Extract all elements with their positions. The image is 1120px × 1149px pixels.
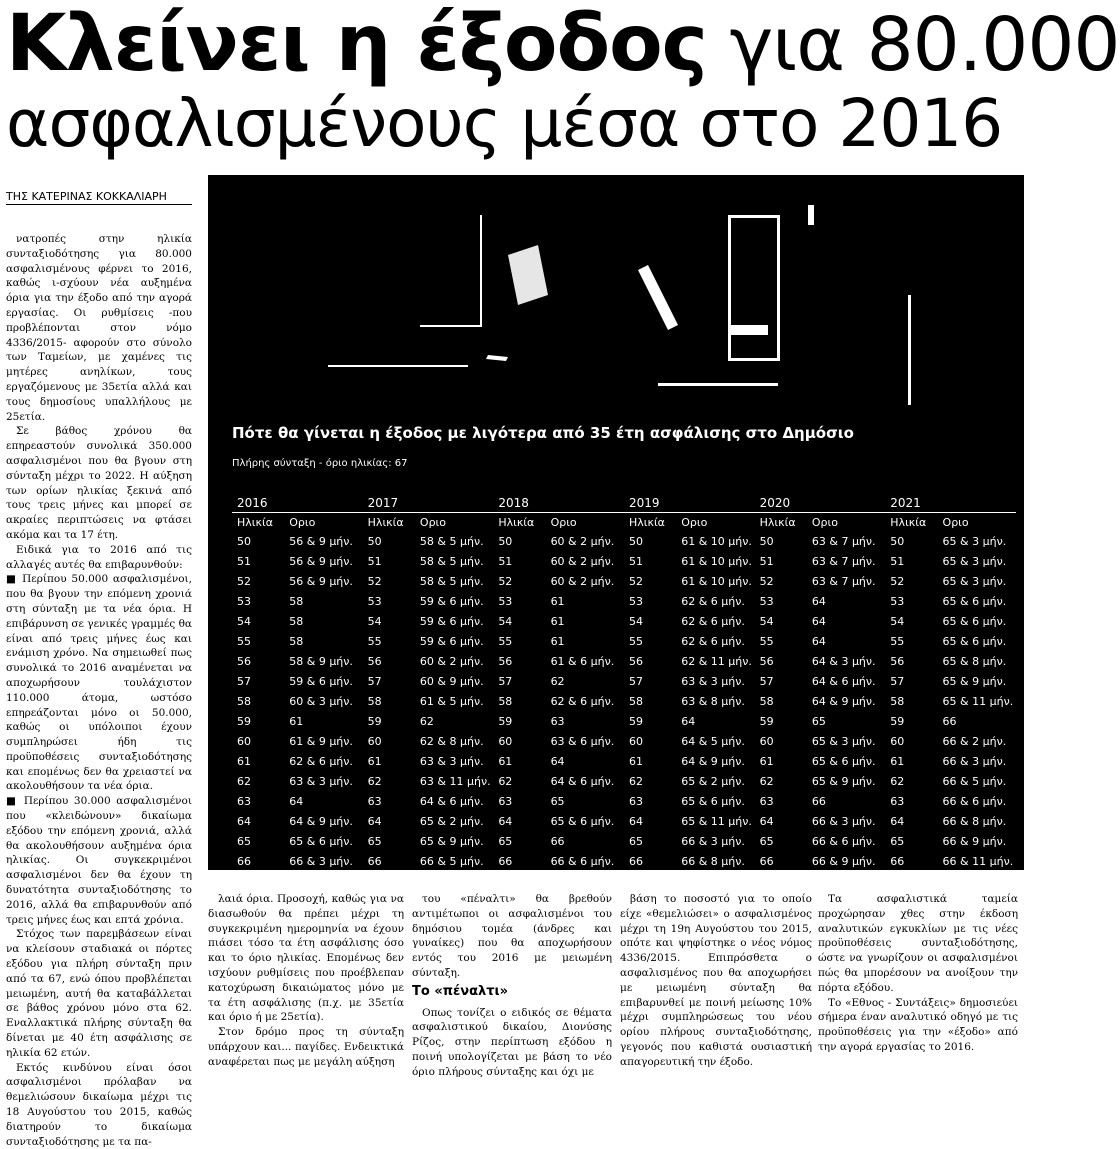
age-cell: 64 xyxy=(628,814,643,828)
table-row xyxy=(232,771,1016,791)
table-row xyxy=(232,571,1016,591)
limit-cell: 65 & 11 μήν. xyxy=(681,814,752,828)
limit-cell: 62 & 6 μήν. xyxy=(681,634,745,648)
paragraph: βάση το ποσοστό για το οποίο είχε «θεμελιώσει» ο ασφαλισμένος μέχρι τη 19η Αυγούστου του 2015, οπότε και ψηφίστηκε ο νέος νόμος 4336/2015. Επιπρόσθετα ο ασφαλισμένος που θα αποχωρήσει με μειωμένη σύνταξη θα επιβαρυνθεί με ποινή μείωσης 10% μέχρι συμπληρώσεως του νέου ορίου πλήρους συνταξιοδότησης, γεγονός που καθιστά ουσιαστική απαγορευτική την έξοδο. xyxy=(620,893,812,1068)
paragraph: Σε βάθος χρόνου θα επηρεαστούν συνολικά 350.000 ασφαλισμένοι που θα βγουν στη σύνταξη μέχρι το 2022. Η αύξηση των ορίων ηλικίας ξεκινά από τους τρεις μήνες και μπορεί σε ακραίες περιπτώσεις να φτάσει ακόμα και τα 17 έτη. xyxy=(6,425,192,541)
age-cell: 59 xyxy=(890,714,905,728)
age-cell: 63 xyxy=(890,794,905,808)
age-cell: 63 xyxy=(628,794,643,808)
table-row xyxy=(232,611,1016,631)
year-header: 2020 xyxy=(755,494,886,513)
limit-cell: 61 xyxy=(550,614,565,628)
age-cell: 61 xyxy=(759,754,774,768)
headline-line2: ασφαλισμένους μέσα στο 2016 xyxy=(6,85,1003,162)
age-cell: 59 xyxy=(367,714,382,728)
age-cell: 54 xyxy=(890,614,905,628)
age-cell: 61 xyxy=(498,754,513,768)
age-cell: 54 xyxy=(628,614,643,628)
limit-cell: 65 & 8 μήν. xyxy=(942,654,1007,668)
column-header-age: Ηλικία xyxy=(237,515,273,529)
limit-cell: 65 & 3 μήν. xyxy=(942,534,1007,548)
age-cell: 66 xyxy=(498,854,513,868)
limit-cell: 65 xyxy=(550,794,565,808)
limit-cell: 65 & 6 μήν. xyxy=(942,614,1007,628)
age-cell: 63 xyxy=(498,794,513,808)
age-cell: 63 xyxy=(237,794,251,808)
age-cell: 52 xyxy=(498,574,513,588)
table-row xyxy=(232,591,1016,611)
limit-cell: 63 & 7 μήν. xyxy=(811,574,876,588)
age-cell: 52 xyxy=(237,574,251,588)
age-cell: 63 xyxy=(759,794,774,808)
column-header-age: Ηλικία xyxy=(759,515,796,529)
column-header-limit: Οριο xyxy=(681,515,708,529)
age-cell: 57 xyxy=(759,674,774,688)
age-cell: 57 xyxy=(628,674,643,688)
limit-cell: 66 & 8 μήν. xyxy=(942,814,1007,828)
age-cell: 66 xyxy=(759,854,774,868)
paragraph: Στον δρόμο προς τη σύνταξη υπάρχουν και... παγίδες. Ενδεικτικά αναφέρεται πως με μεγάλη αύξηση xyxy=(208,1026,404,1068)
limit-cell: 62 & 11 μήν. xyxy=(681,654,752,668)
article-column-3 xyxy=(208,892,404,1080)
limit-cell: 61 & 9 μήν. xyxy=(289,734,353,748)
limit-cell: 59 & 6 μήν. xyxy=(289,674,353,688)
age-cell: 55 xyxy=(237,634,251,648)
limit-cell: 65 & 3 μήν. xyxy=(811,734,876,748)
limit-cell: 65 & 6 μήν. xyxy=(942,634,1007,648)
limit-cell: 61 & 5 μήν. xyxy=(419,694,484,708)
limit-cell: 58 xyxy=(289,614,304,628)
limit-cell: 60 & 9 μήν. xyxy=(419,674,484,688)
age-cell: 64 xyxy=(498,814,513,828)
age-cell: 66 xyxy=(628,854,643,868)
age-cell: 65 xyxy=(628,834,643,848)
age-cell: 62 xyxy=(237,774,251,788)
limit-cell: 58 & 5 μήν. xyxy=(419,574,484,588)
limit-cell: 63 & 7 μήν. xyxy=(811,534,876,548)
age-cell: 51 xyxy=(759,554,774,568)
limit-cell: 66 & 6 μήν. xyxy=(811,834,876,848)
table-row xyxy=(232,811,1016,831)
age-cell: 53 xyxy=(759,594,774,608)
age-cell: 59 xyxy=(628,714,643,728)
limit-cell: 62 & 6 μήν. xyxy=(289,754,353,768)
age-cell: 56 xyxy=(367,654,382,668)
limit-cell: 65 & 6 μήν. xyxy=(942,594,1007,608)
subheading: Το «πέναλτι» xyxy=(412,983,509,999)
byline: ΤΗΣ ΚΑΤΕΡΙΝΑΣ ΚΟΚΚΑΛΙΑΡΗ xyxy=(6,190,192,205)
limit-cell: 63 & 7 μήν. xyxy=(811,554,876,568)
age-cell: 60 xyxy=(759,734,774,748)
limit-cell: 65 & 11 μήν. xyxy=(942,694,1014,708)
year-header: 2017 xyxy=(363,494,494,513)
paragraph: νατροπές στην ηλικία συνταξιοδότησης για 80.000 ασφαλισμένους φέρνει το 2016, καθώς ι-σχύουν νέα αυξημένα όρια για την έξοδο από την αγορά εργασίας. Οι ρυθμίσεις -που προβλέπονται στον νόμο 4336/2015- αφορούν στο σύνολο των Ταμείων, με χαμένες τις μητέρες ανηλίκων, τους εργαζόμενους με 35ετία αλλά και τους δημοσίους υπαλλήλους με 25ετία. xyxy=(6,233,192,423)
limit-cell: 66 & 3 μήν. xyxy=(681,834,745,848)
age-cell: 52 xyxy=(890,574,905,588)
table-row xyxy=(232,791,1016,811)
age-cell: 65 xyxy=(367,834,382,848)
limit-cell: 66 & 8 μήν. xyxy=(681,854,745,868)
age-cell: 62 xyxy=(890,774,905,788)
year-header: 2019 xyxy=(624,494,755,513)
age-cell: 61 xyxy=(628,754,643,768)
column-header-age: Ηλικία xyxy=(367,515,404,529)
limit-cell: 63 & 6 μήν. xyxy=(550,734,615,748)
paragraph: του «πέναλτι» θα βρεθούν αντιμέτωποι οι ασφαλισμένοι του δημόσιου τομέα (άνδρες και γυναίκες) που θα αποχωρήσουν εντός του 2016 με μειωμένη σύνταξη. xyxy=(412,893,612,979)
column-header-limit: Οριο xyxy=(289,515,316,529)
limit-cell: 66 & 2 μήν. xyxy=(942,734,1007,748)
limit-cell: 62 & 6 μήν. xyxy=(681,614,745,628)
limit-cell: 63 & 3 μήν. xyxy=(289,774,353,788)
age-cell: 65 xyxy=(498,834,513,848)
table-row xyxy=(232,631,1016,651)
limit-cell: 60 & 2 μήν. xyxy=(550,574,615,588)
age-cell: 62 xyxy=(498,774,513,788)
age-cell: 59 xyxy=(498,714,513,728)
limit-cell: 62 & 6 μήν. xyxy=(550,694,615,708)
limit-cell: 64 & 6 μήν. xyxy=(419,794,484,808)
limit-cell: 59 & 6 μήν. xyxy=(419,614,484,628)
age-cell: 56 xyxy=(498,654,513,668)
age-cell: 66 xyxy=(237,854,251,868)
age-cell: 51 xyxy=(237,554,251,568)
limit-cell: 63 xyxy=(550,714,565,728)
table-subtitle: Πλήρης σύνταξη - όριο ηλικίας: 67 xyxy=(232,458,408,469)
limit-cell: 60 & 2 μήν. xyxy=(550,534,615,548)
age-cell: 50 xyxy=(367,534,382,548)
limit-cell: 64 & 9 μήν. xyxy=(681,754,745,768)
limit-cell: 58 & 9 μήν. xyxy=(289,654,353,668)
age-cell: 54 xyxy=(498,614,513,628)
limit-cell: 61 & 10 μήν. xyxy=(681,534,752,548)
age-cell: 53 xyxy=(237,594,251,608)
table-title: Πότε θα γίνεται η έξοδος με λιγότερα από 35 έτη ασφάλισης στο Δημόσιο xyxy=(232,424,854,442)
age-cell: 57 xyxy=(890,674,905,688)
age-cell: 51 xyxy=(628,554,643,568)
limit-cell: 63 & 11 μήν. xyxy=(419,774,491,788)
age-cell: 60 xyxy=(628,734,643,748)
age-cell: 53 xyxy=(890,594,905,608)
age-cell: 50 xyxy=(237,534,251,548)
age-cell: 60 xyxy=(498,734,513,748)
article-column-5 xyxy=(620,892,812,1080)
age-cell: 51 xyxy=(367,554,382,568)
paragraph: Εκτός κινδύνου είναι όσοι ασφαλισμένοι πρόλαβαν να θεμελιώσουν δικαίωμα μέχρι τις 18 Αυγούστου του 2015, καθώς διατηρούν το δικαίωμα συνταξιοδότησης με τα πα- xyxy=(6,1061,192,1148)
age-cell: 51 xyxy=(890,554,905,568)
limit-cell: 66 & 6 μήν. xyxy=(942,794,1007,808)
age-cell: 59 xyxy=(759,714,774,728)
age-cell: 50 xyxy=(628,534,643,548)
age-cell: 57 xyxy=(498,674,513,688)
limit-cell: 58 xyxy=(289,634,304,648)
limit-cell: 65 & 2 μήν. xyxy=(419,814,484,828)
limit-cell: 65 & 3 μήν. xyxy=(942,574,1007,588)
age-cell: 50 xyxy=(498,534,513,548)
paragraph: Ειδικά για το 2016 από τις αλλαγές αυτές θα επιβαρυνθούν: xyxy=(6,543,192,571)
limit-cell: 61 & 6 μήν. xyxy=(550,654,615,668)
limit-cell: 62 & 6 μήν. xyxy=(681,594,745,608)
age-cell: 55 xyxy=(498,634,513,648)
limit-cell: 65 & 9 μήν. xyxy=(942,674,1007,688)
photo-silhouettes xyxy=(208,175,1024,415)
column-header-limit: Οριο xyxy=(811,515,838,529)
paragraph: Τα ασφαλιστικά ταμεία προχώρησαν χθες στην έκδοση αναλυτικών εγκυκλίων με τις νέες προϋποθέσεις συνταξιοδότησης, ώστε να γνωρίζουν οι ασφαλισμένοι πώς θα μπορέσουν να ανοίξουν την πόρτα εξόδου. xyxy=(818,893,1018,994)
limit-cell: 63 & 8 μήν. xyxy=(681,694,745,708)
table-row xyxy=(232,551,1016,571)
column-header-limit: Οριο xyxy=(942,515,969,529)
paragraph: ■ Περίπου 30.000 ασφαλισμένοι που «κλειδώνουν» δικαίωμα εξόδου την επόμενη χρονιά, αλλά θα ακολουθήσουν αυξημένα όρια ηλικίας. Οι συγκεκριμένοι ασφαλισμένοι δεν θα έχουν τη δυνατότητα συνταξιοδότησης το 2016, αλλά θα επιβαρυνθούν από τρεις μήνες έως και επτά χρόνια. xyxy=(6,795,192,926)
age-cell: 56 xyxy=(237,654,251,668)
limit-cell: 66 & 9 μήν. xyxy=(811,854,876,868)
age-cell: 53 xyxy=(628,594,643,608)
age-cell: 60 xyxy=(237,734,251,748)
limit-cell: 59 & 6 μήν. xyxy=(419,594,484,608)
table-row xyxy=(232,831,1016,851)
limit-cell: 61 xyxy=(550,594,565,608)
year-header: 2021 xyxy=(885,494,1016,513)
limit-cell: 61 xyxy=(550,634,565,648)
age-cell: 64 xyxy=(890,814,905,828)
limit-cell: 64 & 6 μήν. xyxy=(811,674,876,688)
age-cell: 51 xyxy=(498,554,513,568)
age-cell: 56 xyxy=(759,654,774,668)
table-row xyxy=(232,711,1016,731)
headline xyxy=(6,0,1120,162)
paragraph: Στόχος των παρεμβάσεων είναι να κλείσουν σταδιακά οι πόρτες εξόδου για πλήρη σύνταξη πριν από τα 67, ενώ όπου προβλέπεται μειωμένη, αυτή θα καταβάλλεται σε βάθος χρόνου μόνο στα 62. Εναλλακτικά πλήρης σύνταξη θα δίνεται με 40 έτη ασφάλισης σε ηλικία 62 ετών. xyxy=(6,928,192,1059)
age-cell: 54 xyxy=(759,614,774,628)
age-cell: 53 xyxy=(498,594,513,608)
article-column-1 xyxy=(6,232,192,1148)
limit-cell: 66 & 6 μήν. xyxy=(550,854,615,868)
limit-cell: 58 & 5 μήν. xyxy=(419,534,484,548)
age-cell: 61 xyxy=(237,754,251,768)
limit-cell: 64 xyxy=(550,754,565,768)
limit-cell: 56 & 9 μήν. xyxy=(289,554,353,568)
column-header-limit: Οριο xyxy=(550,515,577,529)
age-cell: 50 xyxy=(759,534,774,548)
age-cell: 59 xyxy=(237,714,251,728)
limit-cell: 56 & 9 μήν. xyxy=(289,574,353,588)
limit-cell: 65 & 3 μήν. xyxy=(942,554,1007,568)
limit-cell: 58 & 5 μήν. xyxy=(419,554,484,568)
table-row xyxy=(232,731,1016,751)
age-cell: 65 xyxy=(759,834,774,848)
age-cell: 63 xyxy=(367,794,382,808)
age-cell: 65 xyxy=(237,834,251,848)
limit-cell: 65 & 6 μήν. xyxy=(550,814,615,828)
age-cell: 62 xyxy=(628,774,643,788)
age-cell: 64 xyxy=(237,814,251,828)
age-cell: 65 xyxy=(890,834,905,848)
age-cell: 66 xyxy=(890,854,905,868)
limit-cell: 64 & 9 μήν. xyxy=(289,814,353,828)
limit-cell: 65 & 6 μήν. xyxy=(681,794,745,808)
age-cell: 58 xyxy=(890,694,905,708)
age-cell: 55 xyxy=(759,634,774,648)
paragraph: Το «Εθνος - Συντάξεις» δημοσιεύει σήμερα έναν αναλυτικό οδηγό με τις προϋποθέσεις για την «έξοδο» από την αγορά εργασίας το 2016. xyxy=(818,996,1018,1053)
limit-cell: 61 & 10 μήν. xyxy=(681,554,752,568)
limit-cell: 66 xyxy=(942,714,957,728)
limit-cell: 64 xyxy=(289,794,304,808)
limit-cell: 61 & 10 μήν. xyxy=(681,574,752,588)
limit-cell: 64 xyxy=(811,614,826,628)
year-header: 2016 xyxy=(232,494,363,513)
limit-cell: 64 xyxy=(811,594,826,608)
paragraph: λαιά όρια. Προσοχή, καθώς για να διασωθούν θα πρέπει μέχρι τη συγκεκριμένη ημερομηνία να έχουν πιάσει τόσο τα έτη ασφάλισης όσο και το όριο ηλικίας. Επομένως δεν ισχύουν ρυθμίσεις που προέβλεπαν κατοχύρωση δικαιώματος μόνο με τα έτη ασφάλισης (π.χ. με 35ετία και όριο ή με 25ετία). xyxy=(208,893,404,1024)
article-column-4 xyxy=(412,892,612,1080)
limit-cell: 58 xyxy=(289,594,304,608)
age-cell: 53 xyxy=(367,594,382,608)
headline-rest: για 80.000 xyxy=(729,2,1120,88)
limit-cell: 65 & 2 μήν. xyxy=(681,774,745,788)
table-row xyxy=(232,671,1016,691)
age-cell: 52 xyxy=(759,574,774,588)
table-row xyxy=(232,851,1016,871)
age-cell: 54 xyxy=(367,614,382,628)
limit-cell: 65 & 6 μήν. xyxy=(289,834,353,848)
limit-cell: 62 xyxy=(419,714,434,728)
limit-cell: 60 & 2 μήν. xyxy=(550,554,615,568)
limit-cell: 66 & 3 μήν. xyxy=(942,754,1007,768)
limit-cell: 65 & 9 μήν. xyxy=(419,834,484,848)
column-header-age: Ηλικία xyxy=(628,515,665,529)
limit-cell: 64 & 3 μήν. xyxy=(811,654,876,668)
age-cell: 61 xyxy=(367,754,382,768)
column-header-age: Ηλικία xyxy=(498,515,535,529)
limit-cell: 60 & 2 μήν. xyxy=(419,654,484,668)
age-cell: 64 xyxy=(367,814,382,828)
table-row xyxy=(232,691,1016,711)
age-cell: 58 xyxy=(759,694,774,708)
age-cell: 64 xyxy=(759,814,774,828)
table-row xyxy=(232,751,1016,771)
age-cell: 60 xyxy=(890,734,905,748)
limit-cell: 66 & 5 μήν. xyxy=(419,854,484,868)
age-cell: 61 xyxy=(890,754,905,768)
limit-cell: 66 xyxy=(811,794,826,808)
column-header-limit: Οριο xyxy=(419,515,446,529)
age-cell: 60 xyxy=(367,734,382,748)
limit-cell: 63 & 3 μήν. xyxy=(681,674,745,688)
limit-cell: 64 & 9 μήν. xyxy=(811,694,876,708)
article-photo xyxy=(208,175,1024,415)
age-cell: 56 xyxy=(890,654,905,668)
age-cell: 56 xyxy=(628,654,643,668)
limit-cell: 64 & 5 μήν. xyxy=(681,734,745,748)
limit-cell: 65 xyxy=(811,714,826,728)
limit-cell: 64 xyxy=(811,634,826,648)
age-cell: 58 xyxy=(628,694,643,708)
paragraph: Οπως τονίζει ο ειδικός σε θέματα ασφαλιστικού δικαίου, Διονύσης Ρίζος, στην περίπτωση εξόδου η ποινή υπολογίζεται με βάση το νέο όριο πλήρους σύνταξης και όχι με xyxy=(412,1006,612,1078)
limit-cell: 66 & 3 μήν. xyxy=(811,814,876,828)
limit-cell: 66 & 5 μήν. xyxy=(942,774,1007,788)
column-header-age: Ηλικία xyxy=(890,515,927,529)
age-cell: 55 xyxy=(367,634,382,648)
age-cell: 57 xyxy=(237,674,251,688)
age-cell: 52 xyxy=(367,574,382,588)
limit-cell: 60 & 3 μήν. xyxy=(289,694,353,708)
paragraph: ■ Περίπου 50.000 ασφαλισμένοι, που θα βγουν την επόμενη χρονιά στη σύνταξη με τα νέα όρια. Η επιβάρυνση σε γενικές γραμμές θα είναι από τρεις μήνες έως και ενάμιση χρόνο. Να σημειωθεί πως συνολικά το 2016 αναμένεται να αποχωρήσουν τουλάχιστον 110.000 άτομα, ωστόσο επηρεάζονται μόνο οι 50.000, καθώς οι υπόλοιποι έχουν συμπληρώσει ήδη τις προϋποθέσεις συνταξιοδότησης και επομένως δεν θα χρειαστεί να ακολουθήσουν τα νέα όρια. xyxy=(6,573,192,793)
article-column-6 xyxy=(818,892,1018,1080)
limit-cell: 64 xyxy=(681,714,696,728)
age-cell: 58 xyxy=(498,694,513,708)
table-row xyxy=(232,531,1016,551)
limit-cell: 59 & 6 μήν. xyxy=(419,634,484,648)
limit-cell: 56 & 9 μήν. xyxy=(289,534,353,548)
age-cell: 66 xyxy=(367,854,382,868)
age-cell: 54 xyxy=(237,614,251,628)
limit-cell: 66 & 3 μήν. xyxy=(289,854,353,868)
limit-cell: 62 & 8 μήν. xyxy=(419,734,484,748)
limit-cell: 65 & 6 μήν. xyxy=(811,754,876,768)
limit-cell: 65 & 9 μήν. xyxy=(811,774,876,788)
limit-cell: 66 & 9 μήν. xyxy=(942,834,1007,848)
limit-cell: 66 & 11 μήν. xyxy=(942,854,1014,868)
age-cell: 52 xyxy=(628,574,643,588)
limit-cell: 66 xyxy=(550,834,565,848)
limit-cell: 62 xyxy=(550,674,565,688)
age-cell: 57 xyxy=(367,674,382,688)
age-cell: 55 xyxy=(628,634,643,648)
age-cell: 50 xyxy=(890,534,905,548)
limit-cell: 64 & 6 μήν. xyxy=(550,774,615,788)
age-cell: 55 xyxy=(890,634,905,648)
age-cell: 62 xyxy=(367,774,382,788)
age-cell: 58 xyxy=(367,694,382,708)
retirement-age-table xyxy=(232,494,1016,871)
headline-bold: Κλείνει η έξοδος xyxy=(6,0,707,89)
limit-cell: 63 & 3 μήν. xyxy=(419,754,484,768)
year-header: 2018 xyxy=(493,494,624,513)
table-row xyxy=(232,651,1016,671)
age-cell: 62 xyxy=(759,774,774,788)
age-cell: 58 xyxy=(237,694,251,708)
limit-cell: 61 xyxy=(289,714,304,728)
